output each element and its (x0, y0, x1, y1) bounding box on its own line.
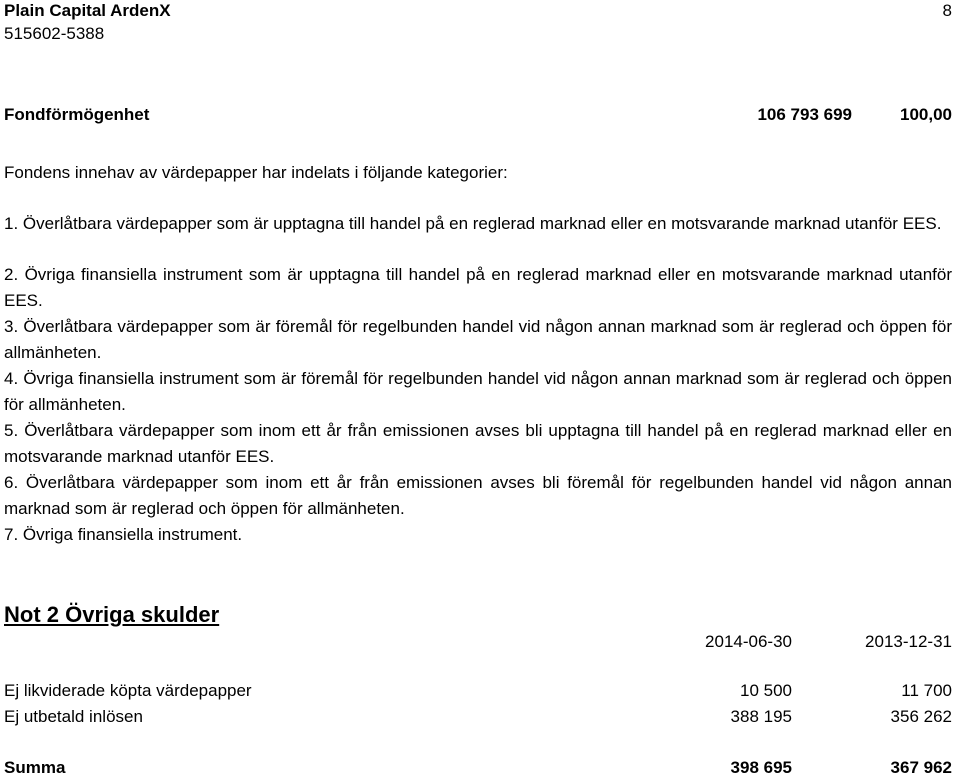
category-item: 4. Övriga finansiella instrument som är föremål för regelbunden handel vid någon annan marknad som är reglerad och öppen för allmänheten. (4, 369, 952, 414)
page-number: 8 (942, 1, 952, 20)
note2-row-value: 356 262 (890, 707, 952, 726)
note2-row-value: 11 700 (901, 681, 952, 700)
category-item: 2. Övriga finansiella instrument som är upptagna till handel på en reglerad marknad eller en motsvarande marknad utanför EES. (4, 265, 952, 310)
fund-assets-percent: 100,00 (900, 105, 952, 124)
fund-assets-label: Fondförmögenhet (4, 105, 150, 124)
note2-col-header: 2014-06-30 (705, 632, 792, 651)
category-item: 1. Överlåtbara värdepapper som är upptagna till handel på en reglerad marknad eller en motsvarande marknad utanför EES. (4, 214, 942, 233)
note2-total-value: 367 962 (890, 758, 952, 777)
fund-assets-amount: 106 793 699 (757, 105, 852, 124)
note2-row-label: Ej likviderade köpta värdepapper (4, 681, 252, 700)
note2-total-value: 398 695 (730, 758, 792, 777)
category-item: 7. Övriga finansiella instrument. (4, 525, 243, 544)
category-item: 3. Överlåtbara värdepapper som är föremål för regelbunden handel vid någon annan marknad som är reglerad och öppen för allmänheten. (4, 317, 952, 362)
categories-intro: Fondens innehav av värdepapper har indelats i följande kategorier: (4, 163, 508, 182)
company-name: Plain Capital ArdenX (4, 1, 171, 20)
note2-col-header: 2013-12-31 (865, 632, 952, 651)
note2-row-value: 10 500 (740, 681, 792, 700)
category-item: 5. Överlåtbara värdepapper som inom ett år från emissionen avses bli upptagna till handel på en reglerad marknad eller en motsvarande marknad utanför EES. (4, 421, 952, 466)
org-number: 515602-5388 (4, 24, 105, 43)
note2-row-value: 388 195 (730, 707, 792, 726)
note2-title: Not 2 Övriga skulder (4, 602, 220, 627)
category-item: 6. Överlåtbara värdepapper som inom ett år från emissionen avses bli föremål för regelbunden handel vid någon annan marknad som är reglerad och öppen för allmänheten. (4, 473, 952, 518)
note2-row-label: Ej utbetald inlösen (4, 707, 143, 726)
note2-total-label: Summa (4, 758, 66, 777)
